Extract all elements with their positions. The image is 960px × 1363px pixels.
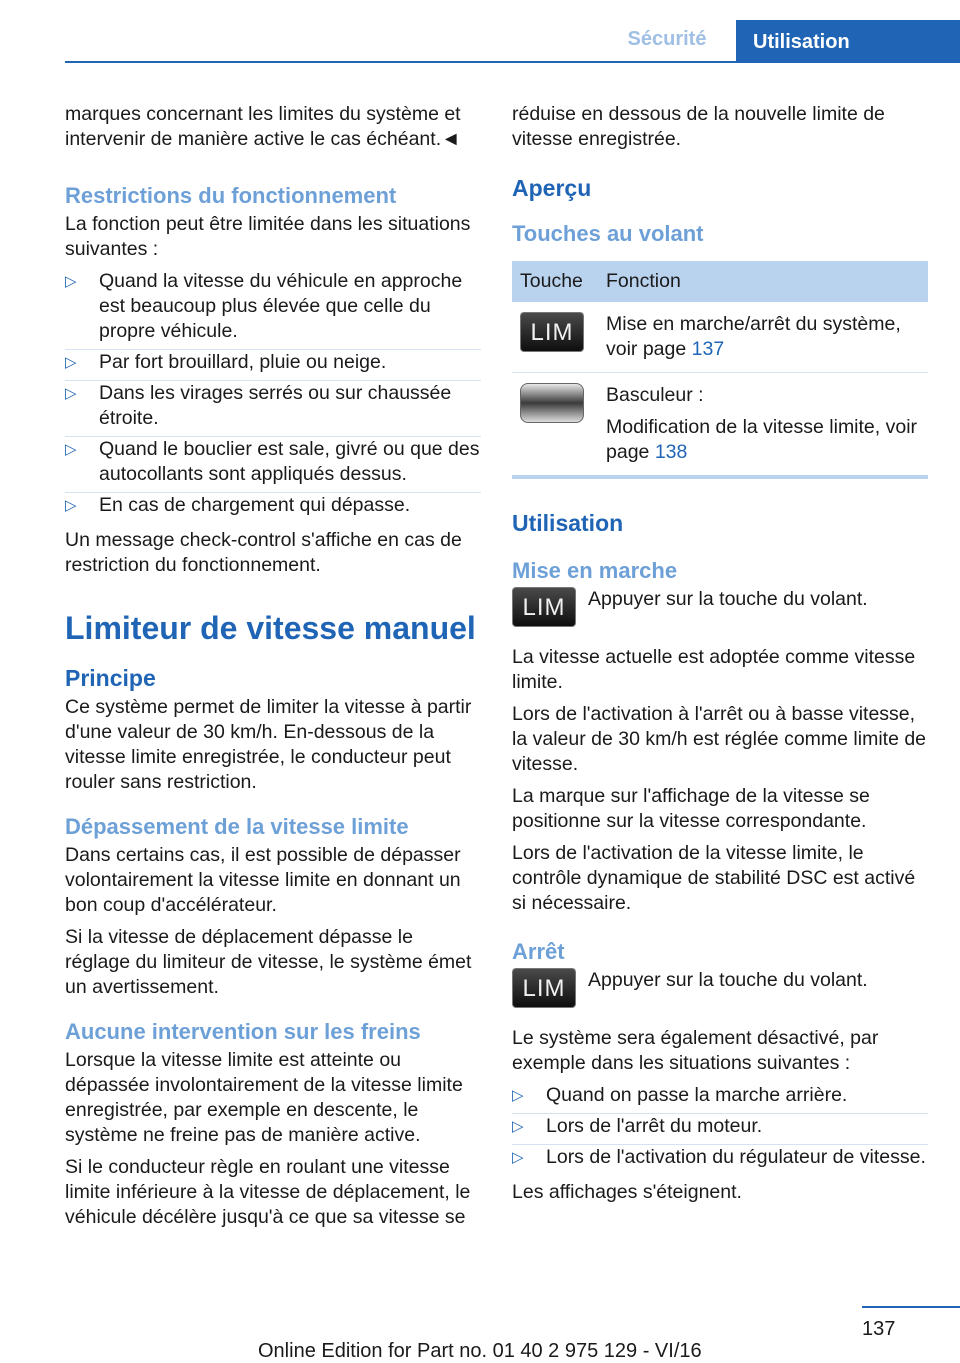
list-item: ▷ Quand le bouclier est sale, givré ou que des autocollants sont appliqués dessus.: [65, 437, 481, 493]
continued-paragraph: réduise en dessous de la nouvelle limite de vitesse enregistrée.: [512, 103, 885, 150]
rocker-switch-icon: [520, 383, 584, 423]
page-link-137[interactable]: 137: [691, 338, 725, 360]
depassement-paragraph-1: Dans certains cas, il est possible de dépasser volontairement la vitesse limite en donnant un bon coup d'accélérateur.: [65, 844, 461, 916]
page-number: 137: [862, 1318, 896, 1340]
list-item: ▷ Lors de l'activation du régulateur de vitesse.: [512, 1146, 926, 1168]
restrictions-paragraph: La fonction peut être limitée dans les situations suivantes :: [65, 213, 471, 260]
marche-paragraph-1: La vitesse actuelle est adoptée comme vitesse limite.: [512, 646, 916, 693]
page-header: [0, 0, 960, 62]
arrow-bullet-icon: ▷: [65, 273, 77, 290]
page-link-138[interactable]: 138: [654, 441, 688, 463]
table-row: LIM Mise en marche/arrêt du système, voir page 137: [512, 302, 928, 373]
table-row: Basculeur : Modification de la vitesse limite, voir page 138: [512, 373, 928, 478]
edition-footer: Online Edition for Part no. 01 40 2 975 129 - VI/16: [258, 1340, 702, 1362]
arret-instruction: LIM Appuyer sur la touche du volant.: [512, 968, 928, 1012]
marche-paragraph-4: Lors de l'activation de la vitesse limite, le contrôle dynamique de stabilité DSC est activé si nécessaire.: [512, 842, 916, 914]
heading-freins: Aucune intervention sur les freins: [65, 1019, 421, 1044]
arret-paragraph-1: Le système sera également désactivé, par exemple dans les situations suivantes :: [512, 1027, 879, 1074]
right-column: [512, 102, 928, 1212]
heading-utilisation: Utilisation: [512, 510, 624, 536]
heading-principe: Principe: [65, 665, 156, 691]
depassement-paragraph-2: Si la vitesse de déplacement dépasse le réglage du limiteur de vitesse, le système émet un avertissement.: [65, 926, 472, 998]
heading-touches: Touches au volant: [512, 221, 704, 246]
marche-paragraph-2: Lors de l'activation à l'arrêt ou à basse vitesse, la valeur de 30 km/h est réglée comme limite de vitesse.: [512, 703, 927, 775]
intro-paragraph: marques concernant les limites du système et intervenir de manière active le cas échéant.◄: [65, 103, 461, 150]
header-chapter-tab[interactable]: [736, 20, 960, 62]
marche-paragraph-3: La marque sur l'affichage de la vitesse se positionne sur la vitesse correspondante.: [512, 785, 870, 832]
keys-table: [512, 261, 928, 479]
list-item: ▷ Quand la vitesse du véhicule en approche est beaucoup plus élevée que celle du propre véhicule.: [65, 269, 481, 350]
checkcontrol-paragraph: Un message check-control s'affiche en cas de restriction du fonctionnement.: [65, 529, 462, 576]
heading-apercu: Aperçu: [512, 175, 592, 201]
arrow-bullet-icon: ▷: [65, 354, 77, 371]
header-section-tab[interactable]: Sécurité: [627, 28, 707, 50]
heading-arret: Arrêt: [512, 939, 565, 964]
heading-mise-en-marche: Mise en marche: [512, 558, 678, 583]
heading-depassement: Dépassement de la vitesse limite: [65, 814, 409, 839]
heading-restrictions: Restrictions du fonctionnement: [65, 183, 397, 208]
arrow-bullet-icon: ▷: [512, 1087, 524, 1104]
freins-paragraph-1: Lorsque la vitesse limite est atteinte ou dépassée involontairement de la vitesse limite enregistrée, par exemple en descente, le système ne freine pas de manière active.: [65, 1049, 463, 1146]
arrow-bullet-icon: ▷: [65, 441, 77, 458]
arrow-bullet-icon: ▷: [512, 1118, 524, 1135]
arrow-bullet-icon: ▷: [512, 1149, 524, 1166]
marche-instruction: LIM Appuyer sur la touche du volant.: [512, 587, 928, 631]
left-column: [65, 102, 481, 1237]
restrictions-list: [65, 269, 481, 524]
list-item: ▷ En cas de chargement qui dépasse.: [65, 494, 411, 516]
lim-button-icon: LIM: [520, 312, 584, 352]
heading-limiteur: Limiteur de vitesse manuel: [65, 610, 476, 646]
lim-button-icon: LIM: [512, 587, 576, 627]
list-item: ▷ Quand on passe la marche arrière.: [512, 1083, 928, 1114]
freins-paragraph-2: Si le conducteur règle en roulant une vitesse limite inférieure à la vitesse de déplacement, le véhicule décélère jusqu'à ce que sa vitesse se: [65, 1156, 471, 1228]
list-item: ▷ Par fort brouillard, pluie ou neige.: [65, 350, 481, 381]
list-item: ▷ Lors de l'arrêt du moteur.: [512, 1114, 928, 1145]
principe-paragraph: Ce système permet de limiter la vitesse à partir d'une valeur de 30 km/h. En-dessous de la vitesse limite enregistrée, le conducteur peut rouler sans restriction.: [65, 696, 472, 793]
arret-list: [512, 1083, 928, 1176]
arrow-bullet-icon: ▷: [65, 497, 77, 514]
header-chapter-label: Utilisation: [753, 31, 850, 53]
footer-rule: [862, 1306, 960, 1308]
table-header-fonction: Fonction: [598, 261, 928, 302]
arret-paragraph-2: Les affichages s'éteignent.: [512, 1181, 742, 1203]
lim-button-icon: LIM: [512, 968, 576, 1008]
list-item: ▷ Dans les virages serrés ou sur chaussée étroite.: [65, 381, 481, 437]
header-rule: [65, 61, 960, 63]
arrow-bullet-icon: ▷: [65, 385, 77, 402]
table-header-touche: Touche: [512, 261, 598, 302]
